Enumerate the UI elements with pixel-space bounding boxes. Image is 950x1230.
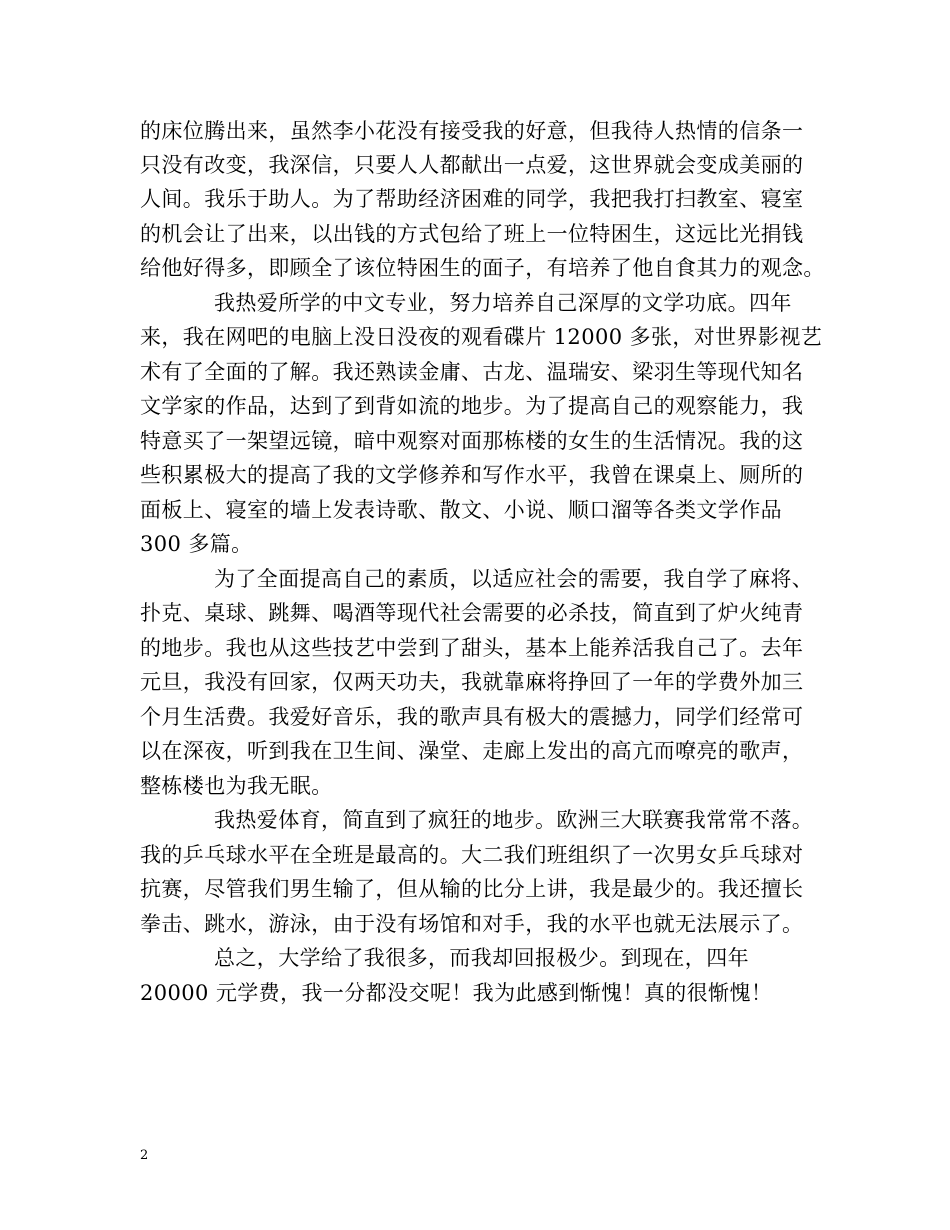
text-line: 扑克、桌球、跳舞、喝酒等现代社会需要的必杀技，简直到了炉火纯青 [140, 601, 804, 625]
text-line: 个月生活费。我爱好音乐，我的歌声具有极大的震撼力，同学们经常可 [140, 705, 804, 729]
text-line: 的机会让了出来，以出钱的方式包给了班上一位特困生，这远比光捐钱 [140, 222, 804, 246]
text-line: 元旦，我没有回家，仅两天功夫，我就靠麻将挣回了一年的学费外加三 [140, 670, 804, 694]
text-line: 抗赛，尽管我们男生输了，但从输的比分上讲，我是最少的。我还擅长 [140, 877, 804, 901]
paragraph-start-line: 我热爱体育，简直到了疯狂的地步。欧洲三大联赛我常常不落。 [214, 808, 814, 832]
text-line: 的床位腾出来，虽然李小花没有接受我的好意，但我待人热情的信条一 [140, 119, 804, 143]
text-line: 术有了全面的了解。我还熟读金庸、古龙、温瑞安、梁羽生等现代知名 [140, 360, 804, 384]
page-number: 2 [140, 1148, 149, 1163]
text-line: 特意买了一架望远镜，暗中观察对面那栋楼的女生的生活情况。我的这 [140, 429, 804, 453]
text-line: 些积累极大的提高了我的文学修养和写作水平，我曾在课桌上、厕所的 [140, 463, 804, 487]
text-line: 只没有改变，我深信，只要人人都献出一点爱，这世界就会变成美丽的 [140, 153, 804, 177]
paragraph-start-line: 我热爱所学的中文专业，努力培养自己深厚的文学功底。四年 [214, 291, 792, 315]
text-line: 来，我在网吧的电脑上没日没夜的观看碟片 12000 多张，对世界影视艺 [140, 325, 823, 349]
text-line: 文学家的作品，达到了到背如流的地步。为了提高自己的观察能力，我 [140, 394, 804, 418]
text-line: 拳击、跳水，游泳，由于没有场馆和对手，我的水平也就无法展示了。 [140, 912, 804, 936]
text-line: 300 多篇。 [140, 532, 253, 556]
text-line: 整栋楼也为我无眠。 [140, 774, 333, 798]
text-line: 面板上、寝室的墙上发表诗歌、散文、小说、顺口溜等各类文学作品 [140, 498, 782, 522]
text-line: 的地步。我也从这些技艺中尝到了甜头，基本上能养活我自己了。去年 [140, 636, 804, 660]
paragraph-start-line: 总之，大学给了我很多，而我却回报极少。到现在，四年 [214, 946, 749, 970]
text-line: 我的乒乓球水平在全班是最高的。大二我们班组织了一次男女乒乓球对 [140, 843, 804, 867]
text-line: 以在深夜，听到我在卫生间、澡堂、走廊上发出的高亢而嘹亮的歌声， [140, 739, 804, 763]
paragraph-start-line: 为了全面提高自己的素质，以适应社会的需要，我自学了麻将、 [214, 567, 814, 591]
text-line: 20000 元学费，我一分都没交呢！我为此感到惭愧！真的很惭愧！ [140, 981, 773, 1005]
text-line: 给他好得多，即顾全了该位特困生的面子，有培养了他自食其力的观念。 [140, 256, 825, 280]
text-line: 人间。我乐于助人。为了帮助经济困难的同学，我把我打扫教室、寝室 [140, 187, 804, 211]
